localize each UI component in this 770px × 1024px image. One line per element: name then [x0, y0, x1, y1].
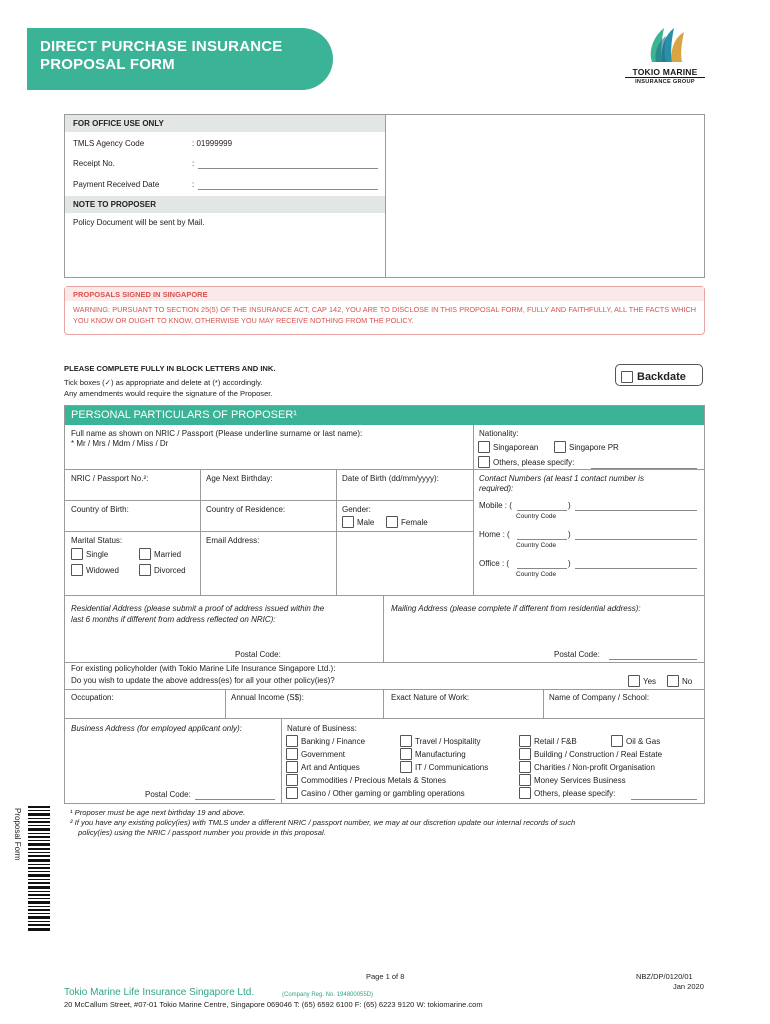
office-number-field[interactable] [575, 568, 697, 569]
receipt-colon: : [192, 159, 195, 168]
title-banner [27, 28, 333, 90]
barcode-icon [28, 806, 50, 932]
footnote-2a: ² If you have any existing policy(ies) with TMLS under a different NRIC / passport number, we may at our discretion update our internal records of such [70, 818, 576, 827]
nric-label: NRIC / Passport No.²: [71, 474, 149, 483]
payment-date-colon: : [192, 180, 195, 189]
backdate-box[interactable] [621, 371, 633, 383]
warning-text: WARNING: PURSUANT TO SECTION 25(5) OF THE INSURANCE ACT, CAP 142, YOU ARE TO DISCLOSE IN THIS PROPOSAL FORM, FULLY AND FAITHFULLY, ALL THE FACTS WHICH YOU KNOW OR OUGHT TO KNOW, OTHERWISE YOU MAY RECEIVE NOTHING FROM THE POLICY. [73, 305, 696, 325]
home-label: Home : ( [479, 530, 510, 539]
divorced-label: Divorced [154, 566, 186, 575]
form-date: Jan 2020 [673, 982, 704, 991]
money-services-label: Money Services Business [534, 776, 626, 785]
existing-policyholder-line-1: For existing policyholder (with Tokio Marine Life Insurance Singapore Ltd.): [71, 664, 336, 673]
office-close-paren: ) [568, 559, 571, 568]
income-label: Annual Income (S$): [231, 693, 304, 702]
form-heading: PERSONAL PARTICULARS OF PROPOSER¹ [65, 406, 704, 425]
mailing-postal-label: Postal Code: [554, 650, 600, 659]
contact-label: Contact Numbers (at least 1 contact number is [479, 474, 644, 483]
home-country-code-hint: Country Code [516, 542, 557, 549]
others-nationality-field[interactable] [591, 468, 697, 469]
existing-policyholder-line-2: Do you wish to update the above address(es) for all your other policy(ies)? [71, 676, 335, 685]
office-use-panel [65, 115, 386, 277]
gender-label: Gender: [342, 505, 371, 514]
title-line-2: PROPOSAL FORM [40, 56, 175, 73]
instructions-line-1: PLEASE COMPLETE FULLY IN BLOCK LETTERS AND INK. [64, 364, 276, 373]
female-label: Female [401, 518, 428, 527]
contact-label-2: required): [479, 484, 514, 493]
singapore-pr-checkbox[interactable] [554, 441, 566, 453]
it-communications-checkbox[interactable] [400, 761, 412, 773]
art-antiques-label: Art and Antiques [301, 763, 360, 772]
agency-code-label: TMLS Agency Code [73, 139, 145, 148]
single-label: Single [86, 550, 109, 559]
backdate-checkbox[interactable] [615, 364, 703, 386]
residential-address-label-2: last 6 months if different from address reflected on NRIC): [71, 615, 276, 624]
retail-fb-checkbox[interactable] [519, 735, 531, 747]
receipt-field[interactable] [198, 159, 378, 169]
mobile-number-field[interactable] [575, 510, 697, 511]
company-logo [625, 24, 705, 90]
footnote-1: ¹ Proposer must be age next birthday 19 and above. [70, 808, 246, 817]
email-label: Email Address: [206, 536, 260, 545]
charities-checkbox[interactable] [519, 761, 531, 773]
manufacturing-checkbox[interactable] [400, 748, 412, 760]
update-no-label: No [682, 677, 693, 686]
footnote-2b: policy(ies) using the NRIC / passport number you provide in this proposal. [78, 828, 326, 837]
page-number: Page 1 of 8 [366, 972, 405, 981]
banking-finance-label: Banking / Finance [301, 737, 366, 746]
residential-address-label: Residential Address (please submit a proof of address issued within the [71, 604, 325, 613]
occupation-label: Occupation: [71, 693, 114, 702]
business-postal-field[interactable] [195, 799, 275, 800]
mailing-postal-field[interactable] [609, 659, 697, 660]
payment-date-label: Payment Received Date [73, 180, 160, 189]
fullname-label: Full name as shown on NRIC / Passport (Please underline surname or last name): [71, 429, 363, 438]
home-country-code-field[interactable] [517, 539, 567, 540]
footer-company-reg: (Company Reg. No. 194800055D) [282, 992, 374, 998]
note-heading: NOTE TO PROPOSER [65, 196, 385, 213]
office-use-box [64, 114, 705, 278]
update-yes-checkbox[interactable] [628, 675, 640, 687]
country-residence-label: Country of Residence: [206, 505, 286, 514]
logo-sub: INSURANCE GROUP [625, 77, 705, 85]
home-close-paren: ) [568, 530, 571, 539]
business-postal-label: Postal Code: [145, 790, 191, 799]
single-checkbox[interactable] [71, 548, 83, 560]
mobile-country-code-field[interactable] [517, 510, 567, 511]
banking-finance-checkbox[interactable] [286, 735, 298, 747]
fullname-titles: * Mr / Mrs / Mdm / Miss / Dr [71, 439, 169, 448]
it-communications-label: IT / Communications [415, 763, 489, 772]
others-business-checkbox[interactable] [519, 787, 531, 799]
commodities-label: Commodities / Precious Metals & Stones [301, 776, 446, 785]
commodities-checkbox[interactable] [286, 774, 298, 786]
residential-postal-label: Postal Code: [235, 650, 281, 659]
payment-date-field[interactable] [198, 180, 378, 190]
others-nationality-label: Others, please specify: [493, 458, 575, 467]
office-use-heading: FOR OFFICE USE ONLY [65, 115, 385, 132]
logo-name: TOKIO MARINE [632, 67, 698, 77]
others-nationality-checkbox[interactable] [478, 456, 490, 468]
others-business-label: Others, please specify: [534, 789, 616, 798]
travel-hospitality-label: Travel / Hospitality [415, 737, 481, 746]
mobile-close-paren: ) [568, 501, 571, 510]
logo-mark-icon [640, 24, 690, 64]
divorced-checkbox[interactable] [139, 564, 151, 576]
office-country-code-field[interactable] [517, 568, 567, 569]
art-antiques-checkbox[interactable] [286, 761, 298, 773]
footer-address: 20 McCallum Street, #07-01 Tokio Marine Centre, Singapore 069046 T: (65) 6592 6100 F: (65) 6223 9120 W: tokiomarine.com [64, 1000, 483, 1009]
note-text: Policy Document will be sent by Mail. [73, 218, 205, 227]
singaporean-label: Singaporean [493, 443, 539, 452]
update-yes-label: Yes [643, 677, 657, 686]
mobile-country-code-hint: Country Code [516, 513, 557, 520]
male-checkbox[interactable] [342, 516, 354, 528]
building-construction-label: Building / Construction / Real Estate [534, 750, 663, 759]
mailing-address-label: Mailing Address (please complete if different from residential address): [391, 604, 641, 613]
singaporean-checkbox[interactable] [478, 441, 490, 453]
footer-company-name: Tokio Marine Life Insurance Singapore Ltd. [64, 987, 255, 998]
married-label: Married [154, 550, 182, 559]
retail-fb-label: Retail / F&B [534, 737, 577, 746]
receipt-label: Receipt No. [73, 159, 115, 168]
office-country-code-hint: Country Code [516, 571, 557, 578]
home-number-field[interactable] [575, 539, 697, 540]
government-label: Government [301, 750, 346, 759]
building-construction-checkbox[interactable] [519, 748, 531, 760]
office-phone-label: Office : ( [479, 559, 510, 568]
female-checkbox[interactable] [386, 516, 398, 528]
widowed-checkbox[interactable] [71, 564, 83, 576]
manufacturing-label: Manufacturing [415, 750, 466, 759]
instructions-line-2: Tick boxes (✓) as appropriate and delete at (*) accordingly. [64, 378, 263, 387]
marital-label: Marital Status: [71, 536, 123, 545]
nature-of-business-label: Nature of Business: [287, 724, 357, 733]
married-checkbox[interactable] [139, 548, 151, 560]
instructions-line-3: Any amendments would require the signature of the Proposer. [64, 389, 273, 398]
mobile-label: Mobile : ( [479, 501, 512, 510]
warning-heading: PROPOSALS SIGNED IN SINGAPORE [65, 287, 704, 301]
charities-label: Charities / Non-profit Organisation [534, 763, 655, 772]
update-no-checkbox[interactable] [667, 675, 679, 687]
nature-of-work-label: Exact Nature of Work: [391, 693, 470, 702]
side-label: Proposal Form [13, 808, 22, 861]
title-line-1: DIRECT PURCHASE INSURANCE [40, 38, 283, 55]
company-label: Name of Company / School: [549, 693, 650, 702]
backdate-label: Backdate [637, 371, 686, 383]
widowed-label: Widowed [86, 566, 119, 575]
casino-label: Casino / Other gaming or gambling operations [301, 789, 465, 798]
casino-checkbox[interactable] [286, 787, 298, 799]
personal-particulars-form [64, 405, 705, 804]
nationality-label: Nationality: [479, 429, 519, 438]
form-code: NBZ/DP/0120/01 [636, 972, 693, 981]
agency-code-value: : 01999999 [192, 139, 233, 148]
country-birth-label: Country of Birth: [71, 505, 129, 514]
male-label: Male [357, 518, 375, 527]
others-business-field[interactable] [631, 799, 697, 800]
money-services-checkbox[interactable] [519, 774, 531, 786]
business-address-label: Business Address (for employed applicant only): [71, 724, 242, 733]
travel-hospitality-checkbox[interactable] [400, 735, 412, 747]
dob-label: Date of Birth (dd/mm/yyyy): [342, 474, 439, 483]
warning-box [64, 286, 705, 335]
age-label: Age Next Birthday: [206, 474, 273, 483]
government-checkbox[interactable] [286, 748, 298, 760]
singapore-pr-label: Singapore PR [569, 443, 619, 452]
oil-gas-checkbox[interactable] [611, 735, 623, 747]
oil-gas-label: Oil & Gas [626, 737, 661, 746]
